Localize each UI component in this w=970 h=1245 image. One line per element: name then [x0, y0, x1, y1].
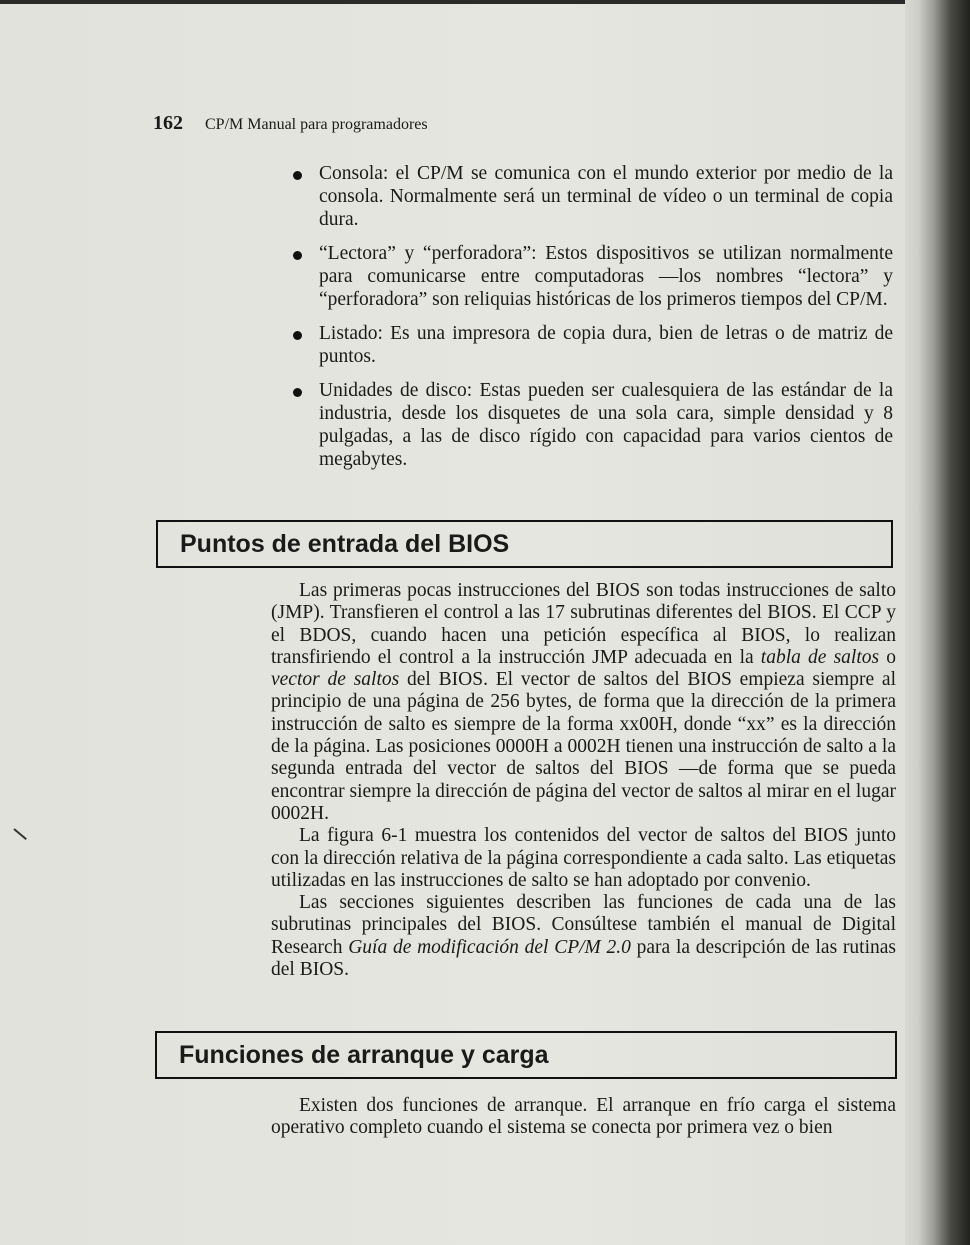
section-body-bios-entry-points	[271, 580, 896, 981]
bullet-icon	[293, 171, 302, 180]
italic-term: vector de saltos	[271, 669, 400, 691]
page-header	[153, 112, 428, 135]
page-number: 162	[153, 112, 183, 134]
bullet-text: “Lectora” y “perforadora”: Estos dispositivos se utilizan normalmente para comunicarse entre computadoras —los nombres “lectora” y “perforadora” son reliquias históricas de los primeros tiempos del CP/M.	[319, 243, 893, 310]
bullet-text: Unidades de disco: Estas pueden ser cualesquiera de las estándar de la industria, desde los disquetes de una sola cara, simple densidad y 8 pulgadas, a las de disco rígido con capacidad para varios cientos de megabytes.	[319, 380, 893, 470]
paragraph-text: del BIOS. El vector de saltos del BIOS empieza siempre al principio de una página de 256 bytes, de forma que la dirección de la primera instrucción de salto es siempre de la forma xx00H, donde “xx” es la dirección de la página. Las posiciones 0000H a 0002H tienen una instrucción de salto a la segunda entrada del vector de saltos del BIOS —de forma que se pueda encontrar siempre la dirección de página del vector de saltos al mirar en el lugar 0002H.	[271, 669, 896, 824]
bullet-item	[319, 322, 893, 368]
italic-term: tabla de saltos	[760, 646, 880, 668]
running-title: CP/M Manual para programadores	[205, 116, 428, 133]
device-bullet-list	[319, 162, 893, 482]
paragraph: Existen dos funciones de arranque. El arranque en frío carga el sistema operativo completo cuando el sistema se conecta por primera vez o bien	[271, 1095, 896, 1139]
bullet-item	[319, 242, 893, 311]
paragraph: La figura 6-1 muestra los contenidos del vector de saltos del BIOS junto con la dirección relativa de la página correspondiente a cada salto. Las etiquetas utilizadas en las instrucciones de salto se han adoptado por convenio.	[271, 825, 896, 891]
bullet-icon	[293, 331, 302, 340]
section-title: Funciones de arranque y carga	[179, 1040, 549, 1069]
paragraph-text: Las primeras pocas instrucciones del BIOS son todas instrucciones de salto (JMP). Transfieren el control a las 17 subrutinas diferentes del BIOS. El CCP y el BDOS, cuando hacen una petición específica al BIOS, lo realizan transfiriendo el control a la instrucción JMP adecuada en la	[271, 580, 896, 668]
italic-book-title: Guía de modificación del CP/M 2.0	[348, 936, 631, 958]
bullet-text: Consola: el CP/M se comunica con el mundo exterior por medio de la consola. Normalmente será un terminal de vídeo o un terminal de copia dura.	[319, 163, 893, 230]
bullet-icon	[293, 388, 302, 397]
section-body-boot-functions	[271, 1095, 896, 1140]
section-heading-bios-entry-points	[156, 520, 893, 568]
bullet-icon	[293, 251, 302, 260]
section-heading-boot-functions	[155, 1031, 897, 1079]
paragraph	[271, 580, 896, 825]
bullet-item	[319, 162, 893, 231]
book-gutter-shadow	[905, 0, 970, 1245]
paragraph	[271, 892, 896, 981]
paragraph-text: Las secciones siguientes describen las funciones de cada una de las subrutinas principales del BIOS. Consúltese también el manual de Digital Research	[271, 892, 896, 958]
bullet-text: Listado: Es una impresora de copia dura, bien de letras o de matriz de puntos.	[319, 323, 893, 367]
bullet-item	[319, 379, 893, 471]
paragraph-text: para la descripción de las rutinas del BIOS.	[271, 936, 896, 981]
paragraph-text: o	[879, 646, 896, 668]
section-title: Puntos de entrada del BIOS	[180, 529, 510, 558]
